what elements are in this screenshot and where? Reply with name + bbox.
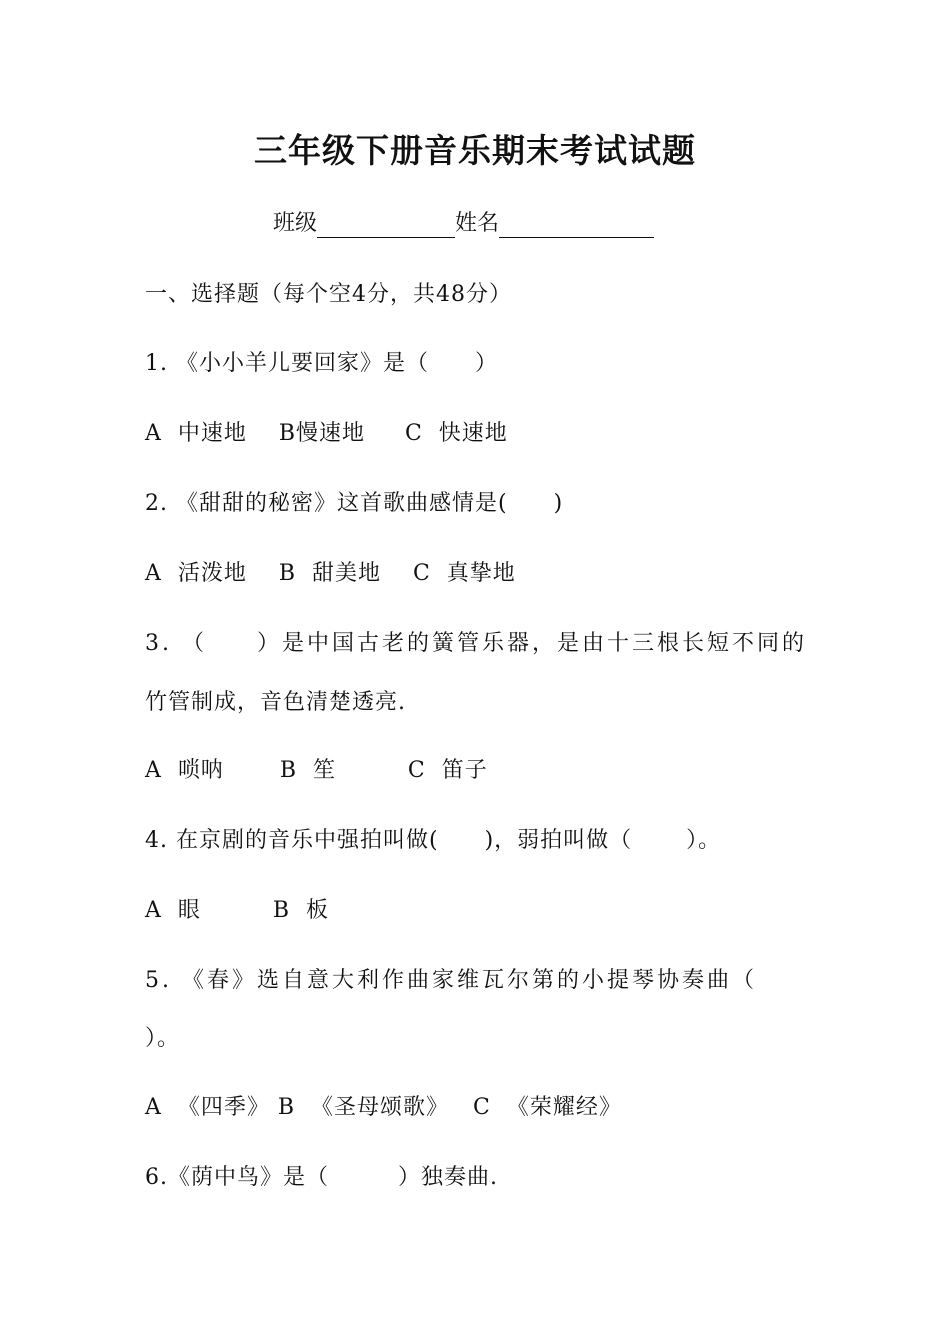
- question-1-stem: 1. 《小小羊儿要回家》是（ ）: [145, 351, 498, 376]
- student-info-line: [273, 206, 654, 242]
- exam-title: 三年级下册音乐期末考试试题: [254, 131, 696, 170]
- question-3-options: A 唢呐 B 笙 C 笛子: [145, 758, 488, 783]
- question-2-stem: 2. 《甜甜的秘密》这首歌曲感情是( ): [145, 491, 564, 516]
- question-5-stem: 5. 《春》选自意大利作曲家维瓦尔第的小提琴协奏曲（: [145, 968, 757, 993]
- question-3-stem-continued: 竹管制成，音色清楚透亮.: [145, 690, 406, 715]
- question-4-options: A 眼 B 板: [145, 898, 329, 923]
- question-5-options: A 《四季》 B 《圣母颂歌》 C 《荣耀经》: [145, 1095, 622, 1120]
- name-blank: [499, 211, 654, 238]
- class-label: 班级: [273, 211, 318, 236]
- name-label: 姓名: [455, 211, 500, 236]
- question-2-options: A 活泼地 B 甜美地 C 真挚地: [145, 561, 516, 586]
- question-4-stem: 4. 在京剧的音乐中强拍叫做( )，弱拍叫做（ ）。: [145, 828, 722, 853]
- section-heading: 一、选择题（每个空4分，共48分）: [145, 282, 512, 307]
- question-5-stem-continued: ）。: [145, 1026, 181, 1051]
- question-1-options: A 中速地 B慢速地 C 快速地: [145, 421, 508, 446]
- question-6-stem: 6.《荫中鸟》是（ ）独奏曲.: [145, 1165, 498, 1190]
- class-blank: [317, 211, 455, 238]
- question-3-stem: 3. （ ）是中国古老的簧管乐器，是由十三根长短不同的: [145, 631, 807, 656]
